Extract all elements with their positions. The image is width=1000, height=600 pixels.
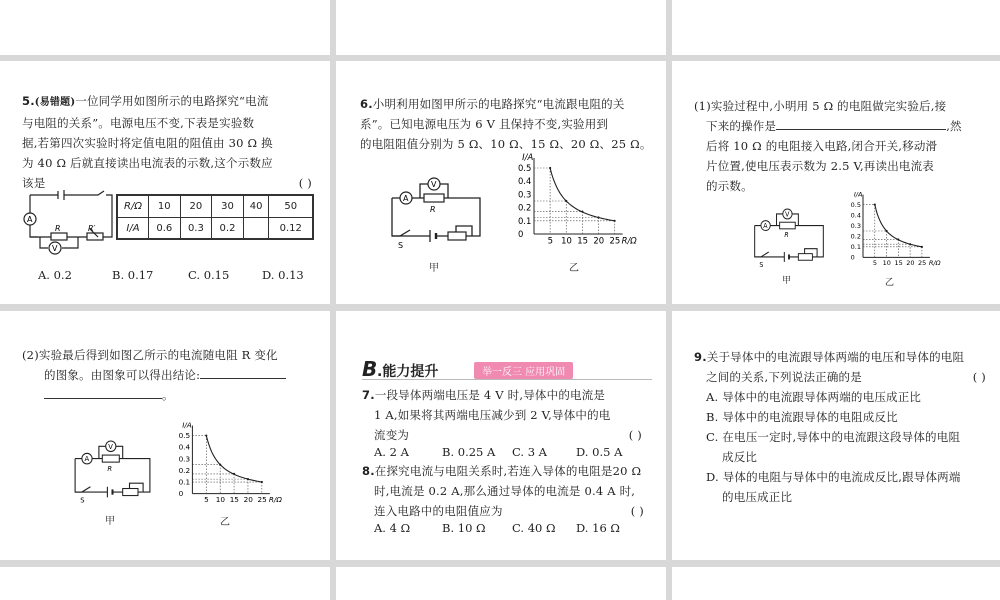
rheostat-icon — [123, 489, 138, 496]
question-line: 一段导体两端电压是 4 V 时,导体中的电流是 — [374, 388, 606, 402]
question-line: 连入电路中的电阻值应为 — [374, 504, 503, 518]
x-tick-label: 25 — [918, 258, 927, 267]
rheostat-icon — [448, 232, 466, 240]
question-line: 时,电流是 0.2 A,那么通过导体的电流是 0.4 A 时, — [374, 484, 636, 498]
current-resistance-graph — [508, 152, 638, 256]
figure-caption-a: 甲 — [429, 263, 439, 274]
data-point — [565, 200, 567, 202]
answer-blank[interactable] — [200, 366, 286, 379]
page-card-top-right — [672, 0, 1000, 55]
y-tick-label: 0.4 — [517, 176, 532, 187]
x-tick-label: 10 — [215, 494, 226, 504]
voltmeter-label: V — [431, 180, 437, 189]
figure-caption-b: 乙 — [885, 278, 895, 288]
ammeter-label: A — [403, 194, 409, 203]
table-cell: 0.3 — [180, 218, 212, 240]
q7-text — [362, 385, 652, 445]
x-axis-label: R/Ω — [928, 258, 941, 267]
data-point — [897, 238, 899, 240]
option-b[interactable]: B. 导体中的电流跟导体的电阻成反比 — [706, 410, 898, 424]
switch-icon — [392, 230, 410, 236]
graph-svg — [508, 152, 638, 256]
option-b[interactable]: B. 0.25 A — [442, 445, 496, 459]
page-card-q5 — [0, 61, 330, 304]
data-point — [549, 167, 551, 169]
question-tag: (易错题) — [34, 97, 76, 108]
x-tick-label: 15 — [229, 494, 239, 504]
circuit-svg — [70, 441, 155, 507]
question-number: 6. — [360, 97, 373, 111]
question-line: (2)实验最后得到如图乙所示的电流随电阻 R 变化 — [22, 348, 278, 362]
answer-paren: ( ) — [628, 428, 642, 442]
table-cell: 0.6 — [149, 218, 181, 240]
x-tick-label: 5 — [547, 235, 553, 246]
option-d[interactable]: D. 0.13 — [262, 268, 304, 282]
answer-blank[interactable] — [44, 386, 162, 399]
page-card-q6 — [336, 61, 666, 304]
x-tick-label: 15 — [894, 258, 903, 267]
figure-caption-b: 乙 — [569, 263, 579, 274]
table-cell — [243, 218, 269, 240]
x-tick-label: 5 — [872, 258, 877, 267]
table-cell: 0.2 — [212, 218, 244, 240]
current-resistance-graph — [170, 420, 282, 513]
table-cell: 50 — [269, 196, 313, 218]
page-card-bottom-left — [0, 567, 330, 600]
y-axis-label: I/A — [182, 420, 192, 430]
question-line: 之间的关系,下列说法正确的是 — [706, 370, 862, 384]
x-tick-label: 5 — [204, 494, 209, 504]
page-card-bottom-right — [672, 567, 1000, 600]
circuit-diagram-fig-a — [70, 441, 155, 507]
option-d[interactable]: D. 导体的电阻与导体中的电流成反比,跟导体两端 — [706, 470, 961, 484]
resistor-label: R — [107, 464, 113, 473]
option-d[interactable]: D. 0.5 A — [576, 445, 623, 459]
q6-part1-text — [694, 96, 994, 196]
page-card-top-middle — [336, 0, 666, 55]
option-c[interactable]: C. 3 A — [512, 445, 547, 459]
option-a[interactable]: A. 2 A — [374, 445, 409, 459]
switch-icon — [75, 487, 90, 492]
y-tick-label: 0.1 — [517, 215, 532, 226]
data-point — [909, 243, 911, 245]
data-point — [921, 246, 923, 248]
data-point — [219, 464, 221, 466]
option-c[interactable]: C. 在电压一定时,导体中的电流跟这段导体的电阻 — [706, 430, 961, 444]
x-tick-label: 20 — [593, 235, 605, 246]
x-tick-label: 20 — [906, 258, 915, 267]
switch-label: S — [398, 241, 404, 250]
resistor-label: R — [784, 230, 789, 240]
y-tick-label: 0.1 — [178, 477, 191, 487]
question-number: 8. — [362, 464, 375, 478]
y-tick-label: 0.4 — [178, 442, 191, 452]
question-line: 一位同学用如图所示的电路探究“电流 — [75, 94, 269, 108]
data-point — [261, 481, 263, 483]
x-tick-label: 25 — [609, 235, 621, 246]
y-tick-label: 0.2 — [178, 465, 191, 475]
question-line: ,然 — [946, 119, 962, 133]
option-d[interactable]: D. 16 Ω — [576, 521, 620, 535]
x-axis-label: R/Ω — [268, 494, 282, 504]
question-number: 7. — [362, 388, 375, 402]
data-point — [597, 216, 599, 218]
y-tick-label: 0.3 — [850, 221, 861, 230]
page-card-bottom-middle — [336, 567, 666, 600]
option-a[interactable]: A. 0.2 — [38, 268, 72, 282]
answer-paren: ( ) — [972, 370, 986, 384]
option-d-continued: 的电压成正比 — [722, 490, 793, 504]
q6-text — [360, 94, 660, 154]
question-line: 1 A,如果将其两端电压减少到 2 V,导体中的电 — [374, 408, 611, 422]
data-point — [247, 478, 249, 480]
question-line: (1)实验过程中,小明用 5 Ω 的电阻做完实验后,接 — [694, 99, 947, 113]
q8-text — [362, 461, 654, 521]
question-line: 在探究电流与电阻关系时,若连入导体的电阻是20 Ω — [374, 464, 642, 478]
x-tick-label: 10 — [561, 235, 572, 246]
resistor-icon — [780, 222, 796, 229]
table-cell: 20 — [180, 196, 212, 218]
resistor-icon — [424, 194, 444, 202]
data-point — [885, 230, 887, 232]
ammeter-label: A — [84, 455, 90, 464]
question-line: 流变为 — [374, 428, 410, 442]
x-tick-label: 25 — [257, 494, 267, 504]
table-row — [118, 196, 313, 218]
question-line: 的图象。由图象可以得出结论: — [44, 368, 201, 382]
figure-caption-a: 甲 — [782, 276, 792, 286]
question-line: 。 — [162, 388, 174, 402]
y-tick-label: 0.2 — [850, 232, 861, 241]
x-tick-label: 15 — [577, 235, 589, 246]
circuit-diagram-fig-a — [386, 178, 486, 253]
q5-data-table — [117, 195, 313, 240]
table-cell: I/A — [118, 218, 149, 240]
rheostat-icon — [798, 254, 812, 261]
section-subtitle: 举一反三 应用巩固 — [474, 362, 573, 379]
section-banner — [362, 359, 652, 385]
current-resistance-graph — [844, 190, 941, 275]
question-line: 据,若第四次实验时将定值电阻的阻值由 30 Ω 换 — [22, 136, 273, 150]
question-line: 该是 — [22, 176, 46, 190]
question-line: 与电阻的关系”。电源电压不变,下表是实验数 — [22, 116, 255, 130]
page-card-q6-part2 — [0, 311, 330, 560]
y-tick-label: 0 — [178, 489, 184, 499]
y-tick-label: 0.4 — [850, 211, 861, 220]
data-point — [614, 220, 616, 222]
section-title: .能力提升 — [377, 364, 439, 380]
x-axis-label: R/Ω — [621, 235, 637, 246]
y-axis-label: I/A — [522, 152, 534, 162]
y-tick-label: 0.3 — [178, 454, 191, 464]
table-cell: 30 — [212, 196, 244, 218]
question-line: 后将 10 Ω 的电阻接入电路,闭合开关,移动滑 — [706, 139, 938, 153]
question-number: 9. — [694, 350, 707, 364]
data-point — [205, 434, 207, 436]
question-line: 关于导体中的电流跟导体两端的电压和导体的电阻 — [706, 350, 965, 364]
question-line: 片位置,使电压表示数为 2.5 V,再读出电流表 — [706, 159, 935, 173]
figure-caption-b: 乙 — [220, 517, 230, 528]
table-cell: R/Ω — [118, 196, 149, 218]
table-row — [118, 218, 313, 240]
option-b[interactable]: B. 0.17 — [112, 268, 154, 282]
page-card-q6-part1 — [672, 61, 1000, 304]
y-axis-label: I/A — [853, 190, 863, 199]
table-cell: 0.12 — [269, 218, 313, 240]
question-line: 系”。已知电源电压为 6 V 且保持不变,实验用到 — [360, 117, 609, 131]
circuit-svg — [386, 178, 486, 253]
y-tick-label: 0.5 — [178, 431, 191, 441]
page-card-top-left — [0, 0, 330, 55]
resistor-label: R — [55, 224, 61, 233]
data-point — [581, 210, 583, 212]
ammeter-label: A — [27, 215, 33, 224]
voltmeter-label: V — [108, 442, 113, 451]
graph-svg — [170, 420, 282, 513]
switch-label: S — [80, 496, 85, 505]
answer-paren: ( ) — [298, 176, 312, 190]
figure-caption-a: 甲 — [105, 516, 115, 527]
table-cell: 40 — [243, 196, 269, 218]
y-tick-label: 0.5 — [850, 200, 861, 209]
x-tick-label: 10 — [882, 258, 891, 267]
y-tick-label: 0 — [517, 228, 524, 239]
q6-part2-text — [22, 345, 322, 405]
question-line: 为 40 Ω 后就直接读出电流表的示数,这个示数应 — [22, 156, 273, 170]
question-line: 的电阻阻值分别为 5 Ω、10 Ω、15 Ω、20 Ω、25 Ω。 — [360, 137, 652, 151]
answer-blank[interactable] — [776, 117, 946, 130]
q5-circuit-diagram — [18, 191, 118, 251]
q9-text — [694, 347, 994, 507]
graph-svg — [844, 190, 941, 275]
option-c-continued: 成反比 — [722, 450, 758, 464]
voltmeter-label: V — [785, 210, 790, 219]
y-tick-label: 0.2 — [517, 202, 532, 213]
rheostat-label: R′ — [88, 224, 96, 233]
switch-icon — [755, 252, 769, 257]
switch-label: S — [759, 260, 764, 269]
option-c[interactable]: C. 40 Ω — [512, 521, 556, 535]
q5-text — [22, 91, 322, 193]
question-line: 的示数。 — [706, 179, 753, 193]
option-b[interactable]: B. 10 Ω — [442, 521, 486, 535]
y-tick-label: 0.5 — [517, 162, 532, 173]
question-line: 小明利用如图甲所示的电路探究“电流跟电阻的关 — [372, 97, 625, 111]
resistor-icon — [102, 455, 119, 462]
y-tick-label: 0 — [850, 253, 855, 262]
data-point — [874, 204, 876, 206]
table-cell: 10 — [149, 196, 181, 218]
circuit-diagram-fig-a — [750, 209, 828, 271]
voltmeter-label: V — [52, 244, 58, 253]
circuit-svg — [750, 209, 828, 271]
page-card-q7-q8 — [336, 311, 666, 560]
option-c[interactable]: C. 0.15 — [188, 268, 230, 282]
option-a[interactable]: A. 4 Ω — [374, 521, 411, 535]
question-number: 5. — [22, 94, 35, 108]
question-line: 下来的操作是 — [706, 119, 777, 133]
resistor-label: R — [430, 205, 436, 214]
answer-paren: ( ) — [630, 504, 644, 518]
y-tick-label: 0.1 — [850, 243, 861, 252]
page-card-q9 — [672, 311, 1000, 560]
section-letter: B — [362, 357, 378, 381]
x-tick-label: 20 — [243, 494, 253, 504]
ammeter-label: A — [763, 221, 768, 231]
option-a[interactable]: A. 导体中的电流跟导体两端的电压成正比 — [706, 390, 922, 404]
y-tick-label: 0.3 — [517, 189, 532, 200]
data-point — [233, 473, 235, 475]
